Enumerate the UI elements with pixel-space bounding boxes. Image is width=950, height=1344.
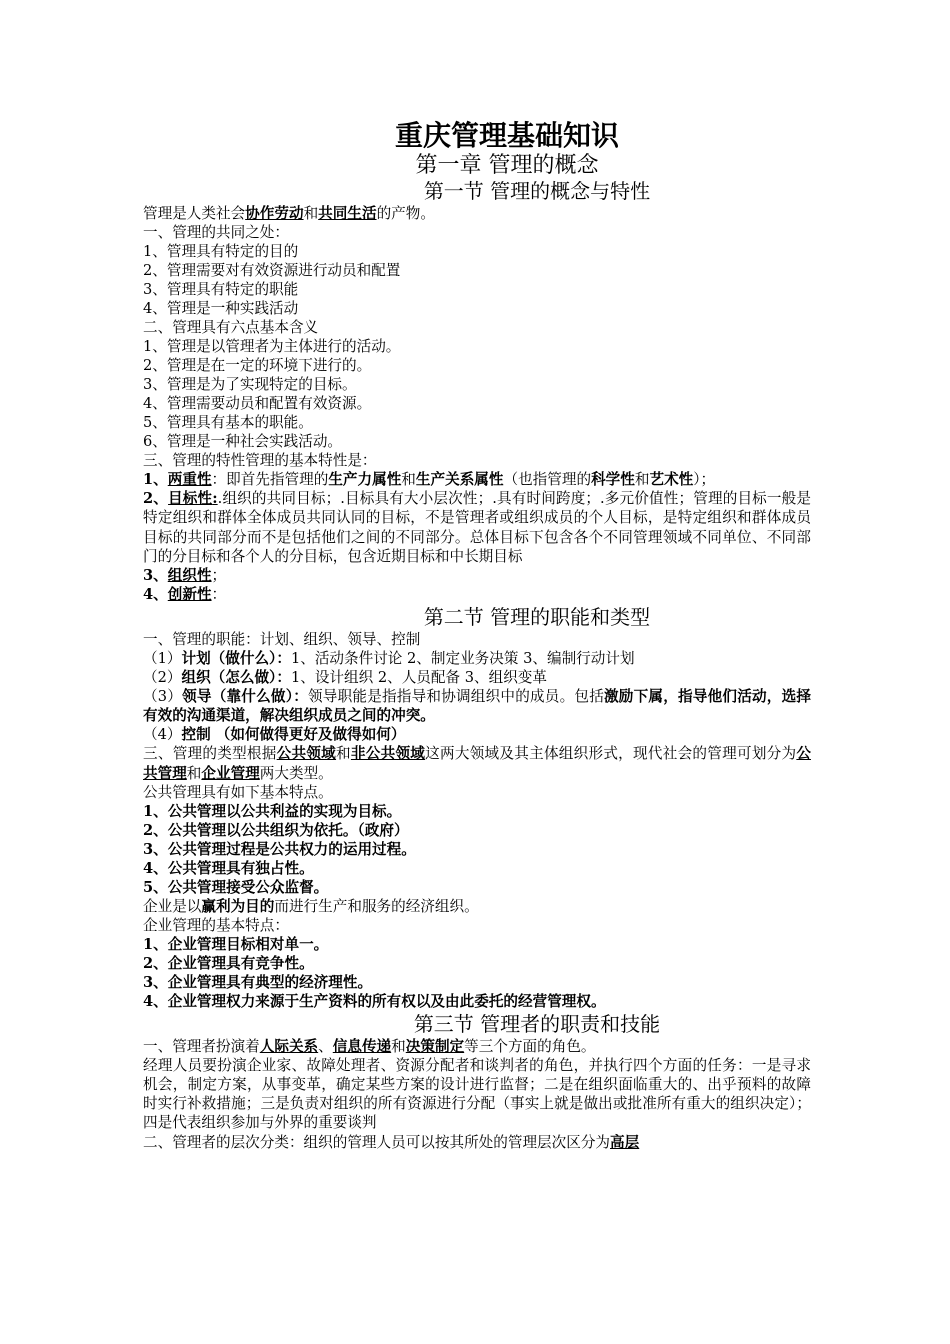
key-term: 目标性: [168, 490, 213, 508]
list-item: 4、管理是一种实践活动: [143, 300, 299, 317]
function-item: [143, 649, 811, 668]
key-term: 非公共领域: [350, 745, 426, 763]
text: （2）: [143, 669, 182, 687]
key-term: 公共管理: [143, 745, 811, 782]
list-item: 4、企业管理权力来源于生产资料的所有权以及由此委托的经营管理权。: [143, 992, 606, 1010]
text: 企业是以: [143, 897, 202, 915]
list-item: 3、企业管理具有典型的经济理性。: [143, 973, 373, 991]
text: （1）: [143, 650, 182, 668]
text: 的产物。: [376, 205, 435, 222]
text: （也指管理的: [503, 471, 592, 488]
text: 赢利为目的: [201, 897, 275, 915]
list-item: 4、公共管理具有独占性。: [143, 859, 314, 877]
function-item: [143, 725, 811, 744]
text: 等三个方面的角色。: [464, 1037, 596, 1055]
feature-item: [143, 489, 811, 566]
intro-line: [143, 204, 811, 223]
text: 4、: [143, 586, 168, 604]
text: 控制 （如何做得更好及做得如何）: [181, 726, 406, 744]
text: 计划（做什么）：: [181, 650, 291, 668]
text: ）；: [693, 471, 716, 488]
roles-line: [143, 1037, 811, 1056]
list-item: 3、管理是为了实现特定的目标。: [143, 376, 357, 393]
text: 三、管理的类型根据: [143, 745, 277, 763]
list-heading: 企业管理的基本特点：: [143, 916, 289, 934]
text: 和: [186, 764, 202, 782]
function-item: [143, 668, 811, 687]
text: 科学性: [591, 471, 635, 488]
key-term: 人际关系: [259, 1037, 319, 1055]
text: 和: [401, 471, 416, 488]
text: 生产力属性: [328, 471, 402, 488]
key-term: 协作劳动: [245, 205, 304, 222]
text: 组织（怎么做）：: [181, 669, 291, 687]
text: 管理是人类社会: [143, 205, 246, 222]
list-item: 2、企业管理具有竞争性。: [143, 954, 314, 972]
list-item: 6、管理是一种社会实践活动。: [143, 433, 343, 450]
levels-line: [143, 1133, 811, 1152]
list-heading: 三、管理的特性管理的基本特性是：: [143, 452, 377, 469]
key-term: 公共领域: [276, 745, 337, 763]
text: 艺术性: [649, 471, 694, 488]
list-item: 1、管理是以管理者为主体进行的活动。: [143, 338, 401, 355]
feature-item: [143, 585, 811, 604]
text: 两大类型。: [259, 764, 333, 782]
text: ：: [211, 586, 227, 604]
text: 3、: [143, 567, 168, 585]
section-heading: 第一节 管理的概念与特性: [423, 179, 651, 203]
list-item: 3、公共管理过程是公共权力的运用过程。: [143, 840, 416, 858]
key-term: 共同生活: [318, 205, 377, 222]
list-item: 5、管理具有基本的职能。: [143, 414, 313, 431]
text: 1、活动条件讨论 2、制定业务决策 3、编制行动计划: [290, 650, 635, 668]
list-item: 1、公共管理以公共利益的实现为目标。: [143, 802, 402, 820]
text: （3）: [143, 688, 183, 706]
text: :: [212, 490, 218, 508]
list-item: 1、企业管理目标相对单一。: [143, 935, 329, 953]
text: 领导（靠什么做）：: [182, 688, 308, 706]
text: 领导职能是指指导和协调组织中的成员。包括: [308, 688, 604, 706]
document-title: 重庆管理基础知识: [394, 119, 619, 152]
list-heading: 公共管理具有如下基本特点。: [143, 783, 333, 801]
list-item: 4、管理需要动员和配置有效资源。: [143, 395, 372, 412]
section-heading: 第二节 管理的职能和类型: [423, 605, 651, 630]
text: 和: [303, 205, 319, 222]
section-heading: 第三节 管理者的职责和技能: [413, 1011, 661, 1036]
list-item: 1、管理具有特定的目的: [143, 243, 299, 260]
key-term: 创新性: [167, 586, 212, 604]
text: 二、管理者的层次分类：组织的管理人员可以按其所处的管理层次区分为: [143, 1133, 611, 1151]
document-page: [143, 118, 811, 1152]
text: 、: [318, 1037, 333, 1055]
list-heading: 一、管理的共同之处：: [143, 224, 289, 241]
text: 生产关系属性: [415, 471, 504, 488]
text: 激励下属，指导他们活动，选择有效的沟通渠道，解决组织成员之间的冲突。: [143, 688, 811, 725]
feature-item: [143, 566, 811, 585]
key-term: 高层: [610, 1133, 640, 1151]
list-item: 2、公共管理以公共组织为依托。（政府）: [143, 821, 409, 839]
text: （4）: [143, 726, 182, 744]
key-term: 信息传递: [332, 1037, 392, 1055]
list-heading: 二、管理具有六点基本含义: [143, 319, 319, 336]
text: 和: [391, 1037, 406, 1055]
text: ：即首先指管理的: [211, 471, 329, 488]
list-item: 2、管理是在一定的环境下进行的。: [143, 357, 372, 374]
feature-item: [143, 470, 811, 489]
list-heading: 一、管理的职能：计划、组织、领导、控制: [143, 631, 421, 649]
text: 和: [336, 745, 351, 763]
list-item: 2、管理需要对有效资源进行动员和配置: [143, 262, 401, 279]
text: 2、: [143, 490, 169, 508]
text: 而进行生产和服务的经济组织。: [274, 897, 479, 915]
list-item: 5、公共管理接受公众监督。: [143, 878, 329, 896]
key-term: 组织性: [167, 567, 212, 585]
manager-paragraph: 经理人员要扮演企业家、故障处理者、资源分配者和谈判者的角色，并执行四个方面的任务：一是寻求机会，制定方案，从事变革，确定某些方案的设计进行监督；二是在组织面临重大的、出乎预料的故障时实行补救措施；三是负责对组织的所有资源进行分配（事实上就是做出或批准所有重大的组织决定）；四是代表组织参加与外界的重要谈判: [143, 1056, 811, 1132]
text: 1、: [143, 471, 168, 488]
text: 一、管理者扮演着: [143, 1037, 260, 1055]
function-item: [143, 687, 811, 725]
text: 和: [634, 471, 650, 488]
enterprise-definition: [143, 897, 811, 916]
chapter-heading: 第一章 管理的概念: [415, 153, 599, 178]
text: 1、设计组织 2、人员配备 3、组织变革: [290, 669, 547, 687]
text: ；: [211, 567, 227, 585]
text: 这两大领域及其主体组织形式，现代社会的管理可划分为: [425, 745, 797, 763]
list-item: 3、管理具有特定的职能: [143, 281, 299, 298]
key-term: 决策制定: [405, 1037, 465, 1055]
key-term: 两重性: [167, 471, 212, 488]
text: .组织的共同目标；.目标具有大小层次性；.具有时间跨度；.多元价值性；管理的目标一般是特定组织和群体全体成员共同认同的目标，不是管理者或组织成员的个人目标，是特定组织和群体成员目标的共同部分而不是包括他们之间的不同部分。总体目标下包含各个不同管理领域不同单位、不同部门的分目标和各个人的分目标，包含近期目标和中长期目标: [143, 490, 811, 565]
type-paragraph: [143, 744, 811, 782]
key-term: 企业管理: [201, 764, 260, 782]
